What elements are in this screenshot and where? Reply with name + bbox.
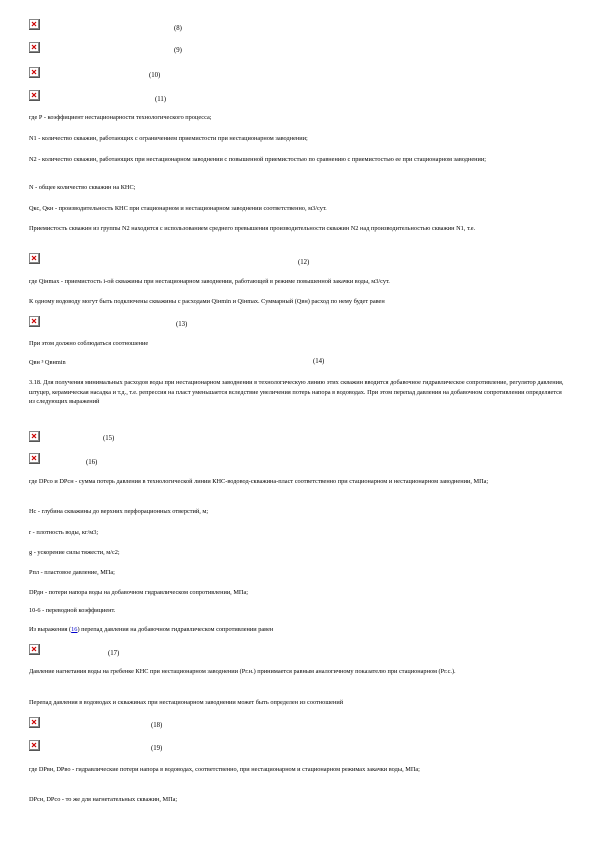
broken-image-icon bbox=[29, 253, 40, 264]
paragraph: Перепад давления в водоводах и скважинах при нестационарном заводнении может быть определен из соотношений bbox=[29, 699, 344, 706]
paragraph: N1 - количество скважин, работающих с ограничением приемистости при нестационарном заводнении; bbox=[29, 135, 308, 142]
broken-image-icon bbox=[29, 42, 40, 53]
equation-number: (9) bbox=[174, 47, 182, 54]
paragraph bbox=[29, 625, 569, 635]
equation-number: (12) bbox=[298, 259, 310, 266]
equation-link[interactable]: 16 bbox=[71, 626, 78, 633]
broken-image-icon bbox=[29, 717, 40, 728]
equation-number: (11) bbox=[155, 96, 167, 103]
broken-image-icon bbox=[29, 90, 40, 101]
broken-image-icon bbox=[29, 644, 40, 655]
broken-image-icon bbox=[29, 316, 40, 327]
paragraph: 10-6 - переводной коэффициент. bbox=[29, 607, 116, 614]
paragraph: N - общее количество скважин на КНС; bbox=[29, 184, 136, 191]
equation-number: (17) bbox=[108, 650, 120, 657]
paragraph: DРдн - потери напора воды на добавочном гидравлическом сопротивлении, МПа; bbox=[29, 589, 249, 596]
paragraph: где DРсо и DРсн - сумма потерь давления в технологической линии КНС-водовод-скважина-пласт соответственно при стационарном и нестационарном заводнении, МПа; bbox=[29, 478, 489, 485]
paragraph: При этом должно соблюдаться соотношение bbox=[29, 340, 149, 347]
equation-number: (18) bbox=[151, 722, 163, 729]
paragraph-text: Из выражения ( bbox=[29, 626, 72, 633]
inequality-expression: Qвн ³ Qвнmin bbox=[29, 359, 66, 366]
broken-image-icon bbox=[29, 19, 40, 30]
broken-image-icon bbox=[29, 740, 40, 751]
paragraph: 3.18. Для получения минимальных расходов воды при нестационарном заводнении в технологическую линию этих скважин вводится добавочное гидравлическое сопротивление, регулятор давления, штуцер, керамическая насадка и т.д., т.е. репрессия на пласт уменьшается вследствие увеличения потерь напора в водоводах. При этом перепад давления на добавочном сопротивлении определяется из следующих выражений bbox=[29, 379, 564, 405]
paragraph: r - плотность воды, кг/м3; bbox=[29, 529, 99, 536]
paragraph: Нс - глубина скважины до верхних перфорационных отверстий, м; bbox=[29, 508, 209, 515]
broken-image-icon bbox=[29, 453, 40, 464]
paragraph: N2 - количество скважин, работающих при нестационарном заводнении с повышенной приемистостью по сравнению с приемистостью ее при стационарном заводнении; bbox=[29, 156, 486, 163]
paragraph: где Qiнmax - приемистость i-ой скважины при нестационарном заводнении, работающей в режиме повышенной закачки воды, м3/сут. bbox=[29, 278, 390, 285]
broken-image-icon bbox=[29, 431, 40, 442]
equation-number: (19) bbox=[151, 745, 163, 752]
paragraph: DРсн, DРсо - то же для нагнетательных скважин, МПа; bbox=[29, 796, 178, 803]
paragraph: где DРвн, DРво - гидравлические потери напора в водоводах, соответственно, при нестационарном и стационарном режимах закачки воды, МПа; bbox=[29, 766, 420, 773]
equation-number: (13) bbox=[176, 321, 188, 328]
broken-image-icon bbox=[29, 67, 40, 78]
equation-number: (14) bbox=[313, 358, 325, 365]
paragraph-text: ) перепад давления на добавочном гидравлическом сопротивлении равен bbox=[77, 626, 274, 633]
equation-number: (10) bbox=[149, 72, 161, 79]
paragraph: Рпл - пластовое давление, МПа; bbox=[29, 569, 115, 576]
paragraph: где Р - коэффициент нестационарности технологического процесса; bbox=[29, 114, 212, 121]
paragraph: Qкс, Qкн - производительность КНС при стационарном и нестационарном заводнении соответственно, м3/сут. bbox=[29, 205, 327, 212]
equation-number: (8) bbox=[174, 25, 182, 32]
paragraph: Приемистость скважин из группы N2 находится с использованием среднего превышения производительности скважин N2 над производительностью скважин N1, т.е. bbox=[29, 225, 476, 232]
paragraph: g - ускорение силы тяжести, м/с2; bbox=[29, 549, 120, 556]
equation-number: (15) bbox=[103, 435, 115, 442]
paragraph: Давление нагнетания воды на гребенке КНС при нестационарном заводнении (Рг.н.) принимается равным аналогичному показателю при стационарном (Рг.с.). bbox=[29, 668, 456, 675]
equation-number: (16) bbox=[86, 459, 98, 466]
paragraph: К одному водоводу могут быть подключены скважины с расходами Qiнmin и Qiнmax. Суммарный (Qвн) расход по нему будет равен bbox=[29, 298, 385, 305]
